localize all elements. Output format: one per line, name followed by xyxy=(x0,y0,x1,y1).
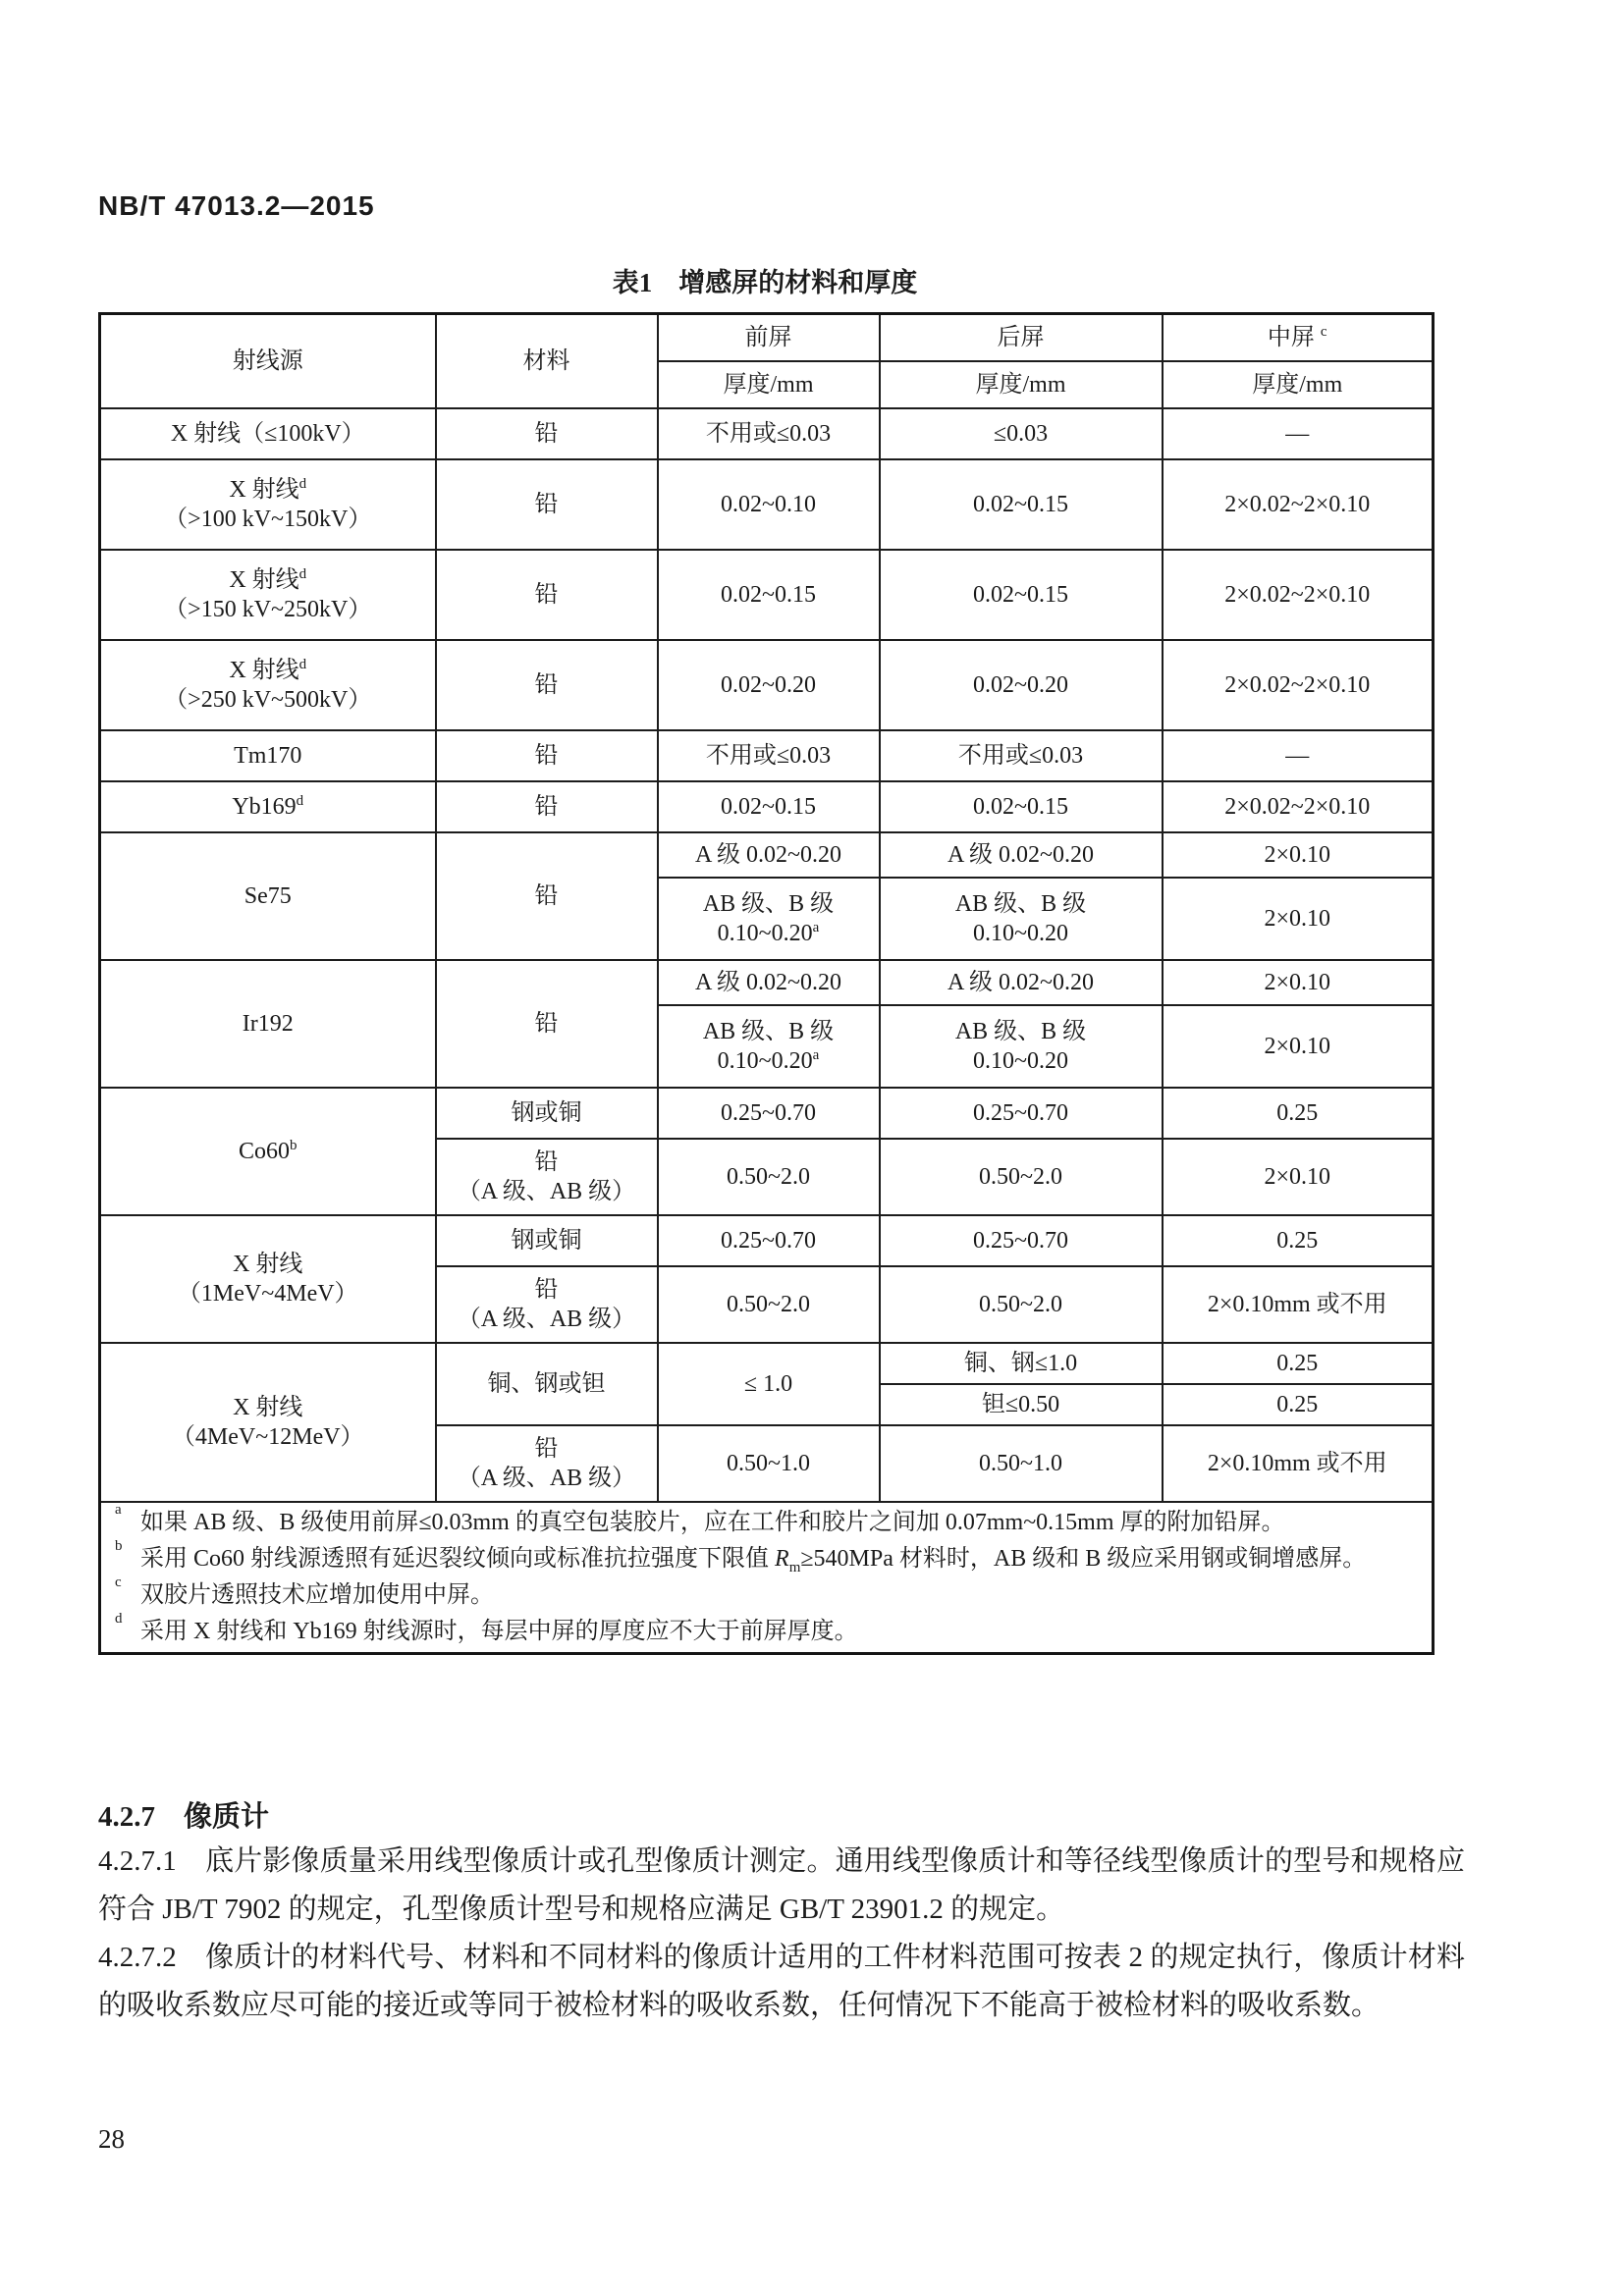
row-middle xyxy=(1163,408,1434,459)
cell-text: 铅 xyxy=(534,1010,559,1037)
cell-text: 厚度/mm xyxy=(1252,371,1343,398)
cell-text: 铅 xyxy=(534,671,559,698)
cell-text: X 射线$^d$ xyxy=(229,565,307,593)
cell-text: 2×0.02~2×0.10 xyxy=(1224,793,1371,820)
cell-text: 后屏 xyxy=(997,324,1045,350)
cell-text: 铅 xyxy=(534,882,559,909)
section-heading-4-2-7: 4.2.7 像质计 xyxy=(98,1801,270,1833)
footnote-ref: d xyxy=(298,475,307,492)
doc-number: NB/T 47013.2—2015 xyxy=(98,190,375,221)
row-back xyxy=(880,1343,1163,1384)
cell-text: 中屏 xyxy=(1267,324,1315,350)
rm-symbol: R xyxy=(775,1545,789,1572)
cell-text: 2×0.02~2×0.10 xyxy=(1224,581,1371,608)
row-back xyxy=(880,1384,1163,1425)
cell-text: 钽≤0.50 xyxy=(981,1391,1060,1417)
row-middle xyxy=(1163,550,1434,640)
paragraph-4-2-7-1: 4.2.7.1 底片影像质量采用线型像质计或孔型像质计测定。通用线型像质计和等径线型像质计的型号和规格应符合 JB/T 7902 的规定，孔型像质计型号和规格应满足 GB/T 23901.2 的规定。 xyxy=(98,1845,1465,1925)
footnote-ref: a xyxy=(812,919,820,935)
cell-text: 0.25 xyxy=(1276,1099,1319,1126)
header-material xyxy=(436,314,658,408)
table-footnote-row xyxy=(100,1502,1434,1654)
row-back xyxy=(880,550,1163,640)
footnote-a: a 如果 AB 级、B 级使用前屏≤0.03mm 的真空包装胶片，应在工件和胶片之间加 0.07mm~0.15mm 厚的附加铅屏。 xyxy=(115,1501,1285,1535)
row-back xyxy=(880,730,1163,781)
cell-text: 0.02~0.15 xyxy=(973,491,1068,517)
row-front xyxy=(658,1005,880,1088)
row-source xyxy=(100,730,436,781)
cell-text: 不用或≤0.03 xyxy=(705,742,832,769)
cell-text: 0.02~0.10 xyxy=(721,491,816,517)
cell-text: 铜、钢或钽 xyxy=(487,1370,606,1397)
cell-text: 2×0.10 xyxy=(1264,905,1331,932)
cell-text: 2×0.10mm 或不用 xyxy=(1207,1291,1387,1317)
row-material xyxy=(436,1266,658,1343)
row-back xyxy=(880,832,1163,878)
row-material xyxy=(436,1088,658,1139)
row-front xyxy=(658,832,880,878)
footnote-ref: d xyxy=(298,656,307,672)
footnote-c: c 双胶片透照技术应增加使用中屏。 xyxy=(115,1574,494,1608)
cell-text: （>250 kV~500kV） xyxy=(164,686,372,713)
cell-text: （A 级、AB 级） xyxy=(457,1306,636,1332)
table-footnotes xyxy=(100,1502,1434,1654)
cell-text: 2×0.10 xyxy=(1264,841,1331,868)
footnote-ref: a xyxy=(812,1046,820,1063)
cell-text: 铅 xyxy=(534,1148,559,1175)
row-source xyxy=(100,459,436,550)
cell-text: （A 级、AB 级） xyxy=(457,1178,636,1204)
row-middle xyxy=(1163,640,1434,730)
row-back xyxy=(880,1266,1163,1343)
row-front xyxy=(658,730,880,781)
table-row xyxy=(100,730,1434,781)
cell-text: 不用或≤0.03 xyxy=(705,420,832,447)
cell-text: 0.25~0.70 xyxy=(721,1099,816,1126)
cell-text: 2×0.02~2×0.10 xyxy=(1224,491,1371,517)
cell-text: 铅 xyxy=(534,420,559,447)
row-middle xyxy=(1163,1343,1434,1384)
table-row xyxy=(100,1215,1434,1266)
table-title: 表1 增感屏的材料和厚度 xyxy=(612,268,918,297)
cell-text: A 级 0.02~0.20 xyxy=(947,841,1094,868)
table-row xyxy=(100,550,1434,640)
cell-text: 0.25~0.70 xyxy=(973,1099,1068,1126)
row-middle xyxy=(1163,960,1434,1005)
row-material xyxy=(436,550,658,640)
row-back xyxy=(880,1139,1163,1215)
row-back xyxy=(880,640,1163,730)
cell-text: 0.25 xyxy=(1276,1391,1319,1417)
cell-text: X 射线（≤100kV） xyxy=(170,420,365,447)
cell-text: Se75 xyxy=(244,882,292,909)
row-material xyxy=(436,640,658,730)
row-back xyxy=(880,459,1163,550)
cell-text: 0.02~0.15 xyxy=(721,793,816,820)
cell-text: Co60$^b$ xyxy=(238,1137,298,1164)
header-back-screen xyxy=(880,314,1163,361)
footnote-b: b 采用 Co60 射线源透照有延迟裂纹倾向或标准抗拉强度下限值 $R_m\ge 540MPa$ 材料时，AB 级和 B 级应采用钢或铜增感屏。 xyxy=(115,1537,1367,1575)
cell-text: Tm170 xyxy=(234,742,302,769)
page-number: 28 xyxy=(98,2124,125,2154)
rm-subscript: m xyxy=(788,1559,801,1575)
table-row xyxy=(100,960,1434,1005)
cell-text: 铅 xyxy=(534,1435,559,1462)
header-back-thickness xyxy=(880,361,1163,408)
cell-text: 0.02~0.20 xyxy=(721,671,816,698)
row-front xyxy=(658,408,880,459)
row-middle xyxy=(1163,730,1434,781)
cell-text: 铅 xyxy=(534,1276,559,1303)
table-row xyxy=(100,459,1434,550)
footnote-text: 如果 AB 级、B 级使用前屏≤0.03mm 的真空包装胶片，应在工件和胶片之间加 0.07mm~0.15mm 厚的附加铅屏。 xyxy=(140,1509,1285,1535)
cell-text: 铅 xyxy=(534,742,559,769)
row-back xyxy=(880,781,1163,832)
cell-text: 前屏 xyxy=(744,324,792,350)
row-middle xyxy=(1163,832,1434,878)
row-source xyxy=(100,640,436,730)
table-row xyxy=(100,1088,1434,1139)
row-middle xyxy=(1163,878,1434,960)
row-source xyxy=(100,1088,436,1215)
cell-text: （>100 kV~150kV） xyxy=(164,506,372,532)
header-middle-screen xyxy=(1163,314,1434,361)
row-back xyxy=(880,878,1163,960)
cell-text: 0.02~0.15 xyxy=(721,581,816,608)
footnote-d: d 采用 X 射线和 Yb169 射线源时，每层中屏的厚度应不大于前屏厚度。 xyxy=(115,1610,858,1644)
row-middle xyxy=(1163,1266,1434,1343)
row-back xyxy=(880,1088,1163,1139)
row-middle xyxy=(1163,1088,1434,1139)
row-middle xyxy=(1163,1139,1434,1215)
footnote-text: ≥540MPa 材料时，AB 级和 B 级应采用钢或铜增感屏。 xyxy=(800,1545,1367,1572)
cell-text: 厚度/mm xyxy=(975,371,1066,398)
row-material xyxy=(436,1343,658,1425)
row-middle xyxy=(1163,1005,1434,1088)
cell-text: AB 级、B 级 xyxy=(702,890,835,917)
header-source xyxy=(100,314,436,408)
row-material xyxy=(436,960,658,1088)
row-back xyxy=(880,408,1163,459)
header-front-thickness xyxy=(658,361,880,408)
row-middle xyxy=(1163,1215,1434,1266)
row-back xyxy=(880,960,1163,1005)
header-middle-thickness xyxy=(1163,361,1434,408)
cell-text: 射线源 xyxy=(232,347,303,374)
cell-text: 0.10~0.20$^a$ xyxy=(717,919,820,946)
row-material xyxy=(436,1215,658,1266)
cell-text: 2×0.02~2×0.10 xyxy=(1224,671,1371,698)
cell-text: 铅 xyxy=(534,491,559,517)
row-front xyxy=(658,781,880,832)
cell-text: 0.10~0.20 xyxy=(973,920,1068,946)
table-header-row xyxy=(100,314,1434,361)
footnote-ref: b xyxy=(290,1137,298,1153)
row-front xyxy=(658,1088,880,1139)
footnote-text: 采用 Co60 射线源透照有延迟裂纹倾向或标准抗拉强度下限值 xyxy=(140,1545,776,1572)
cell-text: （>150 kV~250kV） xyxy=(164,596,372,622)
table-row xyxy=(100,408,1434,459)
cell-text: 2×0.10 xyxy=(1264,1033,1331,1059)
cell-text: — xyxy=(1285,420,1310,447)
cell-text: AB 级、B 级 xyxy=(954,890,1087,917)
cell-text: 0.02~0.15 xyxy=(973,793,1068,820)
row-material xyxy=(436,408,658,459)
row-front xyxy=(658,1139,880,1215)
cell-text: 0.25~0.70 xyxy=(721,1227,816,1254)
cell-text: Ir192 xyxy=(242,1010,294,1037)
row-front xyxy=(658,1425,880,1502)
cell-text: 0.50~1.0 xyxy=(979,1450,1062,1476)
cell-text: ≤ 1.0 xyxy=(743,1370,793,1397)
row-back xyxy=(880,1425,1163,1502)
row-source xyxy=(100,960,436,1088)
row-back xyxy=(880,1215,1163,1266)
cell-text: X 射线 xyxy=(233,1394,303,1420)
row-front xyxy=(658,640,880,730)
cell-text: （4MeV~12MeV） xyxy=(171,1423,364,1450)
row-middle xyxy=(1163,781,1434,832)
cell-text: X 射线$^d$ xyxy=(229,475,307,503)
cell-text: 2×0.10mm 或不用 xyxy=(1207,1450,1387,1476)
cell-text: 铅 xyxy=(534,581,559,608)
table-row xyxy=(100,640,1434,730)
cell-text: — xyxy=(1285,742,1310,769)
row-middle xyxy=(1163,1384,1434,1425)
row-front xyxy=(658,1215,880,1266)
cell-text: 铜、钢≤1.0 xyxy=(963,1350,1078,1376)
cell-text: 0.50~2.0 xyxy=(979,1291,1062,1317)
row-material xyxy=(436,1139,658,1215)
cell-text: 0.50~2.0 xyxy=(979,1163,1062,1190)
row-source xyxy=(100,1215,436,1343)
row-source xyxy=(100,550,436,640)
cell-text: 钢或铜 xyxy=(511,1099,582,1126)
table-row xyxy=(100,781,1434,832)
cell-text: （A 级、AB 级） xyxy=(457,1465,636,1491)
cell-text: 钢或铜 xyxy=(511,1227,582,1254)
cell-text: A 级 0.02~0.20 xyxy=(695,969,841,995)
cell-text: 0.10~0.20 xyxy=(973,1047,1068,1074)
cell-text: 0.25~0.70 xyxy=(973,1227,1068,1254)
row-front xyxy=(658,1266,880,1343)
cell-text: 0.25 xyxy=(1276,1227,1319,1254)
row-material xyxy=(436,730,658,781)
cell-text: 材料 xyxy=(522,347,570,374)
row-middle xyxy=(1163,459,1434,550)
cell-text: 厚度/mm xyxy=(723,371,814,398)
row-material xyxy=(436,781,658,832)
cell-text: 0.50~2.0 xyxy=(727,1291,810,1317)
cell-text: AB 级、B 级 xyxy=(702,1018,835,1044)
row-front xyxy=(658,960,880,1005)
cell-text: 0.10~0.20$^a$ xyxy=(717,1046,820,1074)
row-front xyxy=(658,550,880,640)
table-1 xyxy=(98,312,1435,1655)
row-material xyxy=(436,1425,658,1502)
cell-text: AB 级、B 级 xyxy=(954,1018,1087,1044)
row-material xyxy=(436,459,658,550)
cell-text: A 级 0.02~0.20 xyxy=(947,969,1094,995)
row-source xyxy=(100,832,436,960)
cell-text: X 射线$^d$ xyxy=(229,656,307,683)
row-material xyxy=(436,832,658,960)
cell-text: 2×0.10 xyxy=(1264,969,1331,995)
header-front-screen xyxy=(658,314,880,361)
footnote-ref: d xyxy=(298,565,307,582)
cell-text: 0.50~1.0 xyxy=(727,1450,810,1476)
table-row xyxy=(100,1343,1434,1384)
row-source xyxy=(100,408,436,459)
footnote-text: 双胶片透照技术应增加使用中屏。 xyxy=(140,1581,494,1608)
cell-text: 铅 xyxy=(534,793,559,820)
row-middle xyxy=(1163,1425,1434,1502)
row-front xyxy=(658,878,880,960)
cell-text: 0.02~0.15 xyxy=(973,581,1068,608)
footnote-ref: c xyxy=(1320,323,1327,340)
cell-text: 0.02~0.20 xyxy=(973,671,1068,698)
cell-text: 0.50~2.0 xyxy=(727,1163,810,1190)
cell-text: X 射线 xyxy=(233,1251,303,1277)
cell-text: 2×0.10 xyxy=(1264,1163,1331,1190)
row-back xyxy=(880,1005,1163,1088)
row-source xyxy=(100,781,436,832)
paragraph-4-2-7-2: 4.2.7.2 像质计的材料代号、材料和不同材料的像质计适用的工件材料范围可按表 2 的规定执行，像质计材料的吸收系数应尽可能的接近或等同于被检材料的吸收系数，任何情况下不能高于被检材料的吸收系数。 xyxy=(98,1942,1465,2021)
cell-text: 不用或≤0.03 xyxy=(957,742,1084,769)
cell-text: ≤0.03 xyxy=(993,420,1049,447)
row-front xyxy=(658,459,880,550)
footnote-ref: d xyxy=(296,792,304,809)
cell-text: 0.25 xyxy=(1276,1350,1319,1376)
cell-text: Yb169$^d$ xyxy=(232,792,304,820)
table-row xyxy=(100,832,1434,878)
footnote-text: 采用 X 射线和 Yb169 射线源时，每层中屏的厚度应不大于前屏厚度。 xyxy=(140,1618,858,1644)
cell-text: A 级 0.02~0.20 xyxy=(695,841,841,868)
cell-text: （1MeV~4MeV） xyxy=(177,1280,358,1307)
row-source xyxy=(100,1343,436,1502)
row-front xyxy=(658,1343,880,1425)
